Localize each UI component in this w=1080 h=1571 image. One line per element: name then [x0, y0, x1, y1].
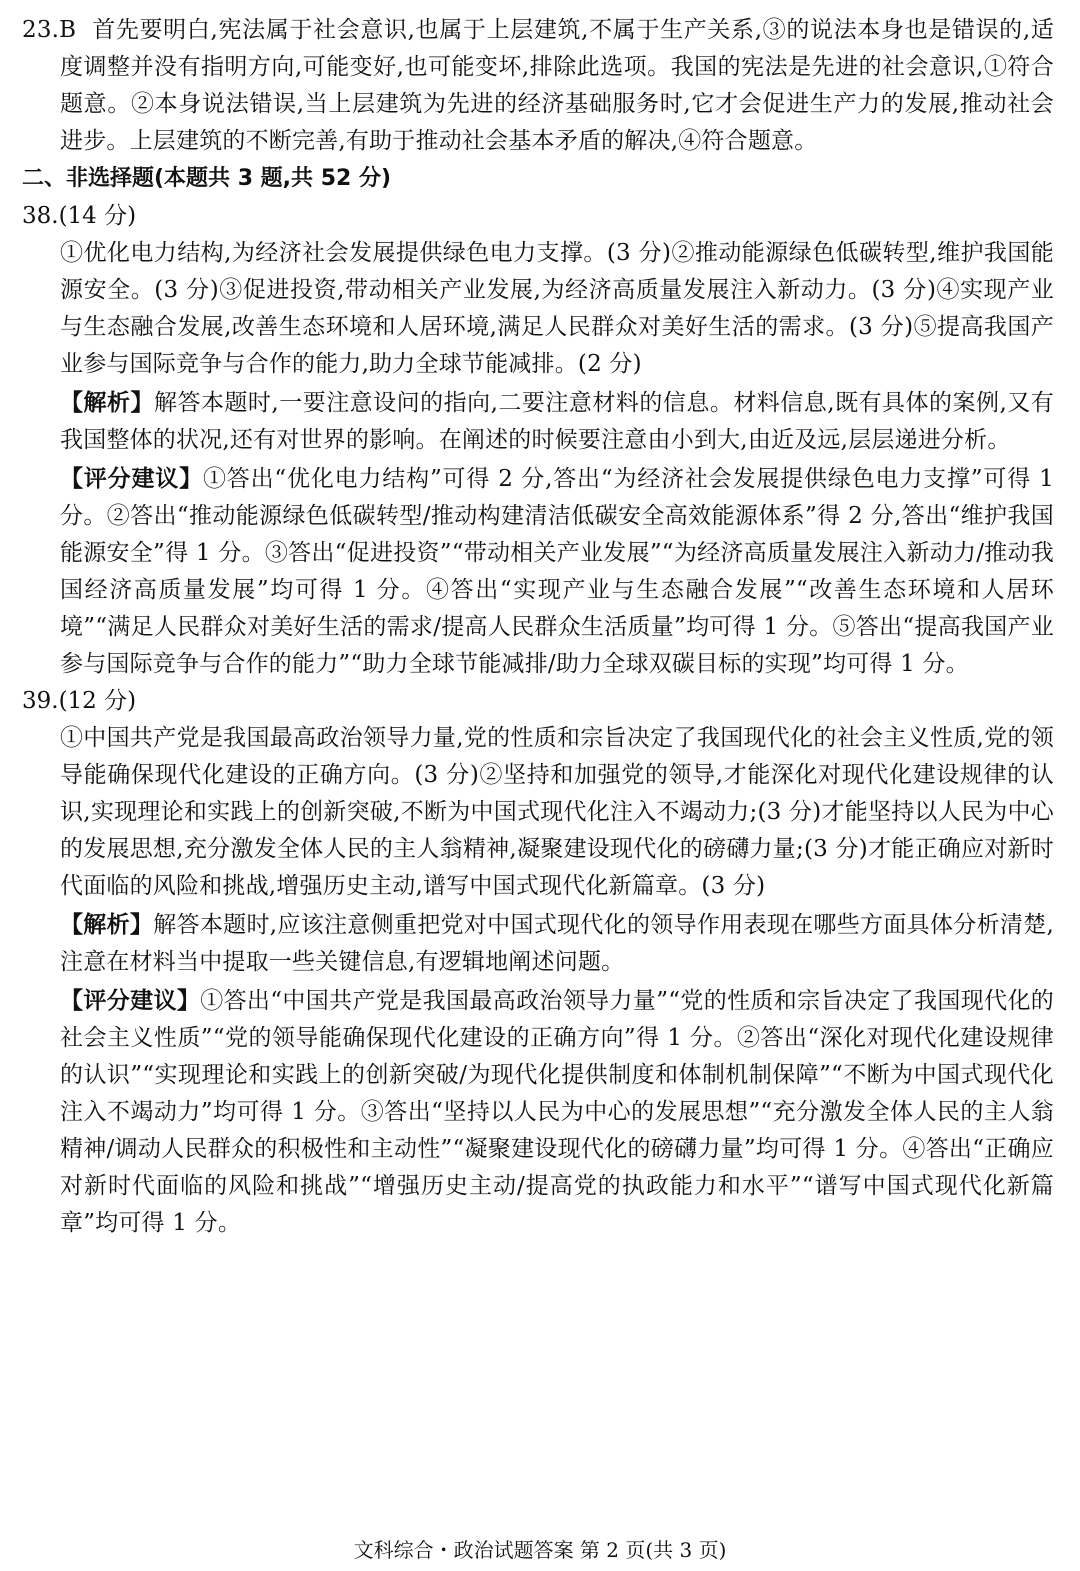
q39-analysis-tag: 【解析】: [60, 912, 154, 938]
q38-analysis-tag: 【解析】: [60, 390, 154, 416]
q39-answer: ①中国共产党是我国最高政治领导力量,党的性质和宗旨决定了我国现代化的社会主义性质,党的领导能确保现代化建设的正确方向。(3 分)②坚持和加强党的领导,才能深化对现代化建设规律的认识,实现理论和实践上的创新突破,不断为中国式现代化注入不竭动力;(3 分)才能坚持以人民为中心的发展思想,充分激发全体人民的主人翁精神,凝聚建设现代化的磅礴力量;(3 分)才能正确应对新时代面临的风险和挑战,增强历史主动,谱写中国式现代化新篇章。(3 分): [60, 725, 1054, 899]
q38-answer: ①优化电力结构,为经济社会发展提供绿色电力支撑。(3 分)②推动能源绿色低碳转型,维护我国能源安全。(3 分)③促进投资,带动相关产业发展,为经济高质量发展注入新动力。(3 分)④实现产业与生态融合发展,改善生态环境和人居环境,满足人民群众对美好生活的需求。(3 分)⑤提高我国产业参与国际竞争与合作的能力,助力全球节能减排。(2 分): [60, 240, 1054, 377]
q38-scoring-tag: 【评分建议】: [60, 466, 203, 492]
q23-text: 首先要明白,宪法属于社会意识,也属于上层建筑,不属于生产关系,③的说法本身也是错误的,适度调整并没有指明方向,可能变好,也可能变坏,排除此选项。我国的宪法是先进的社会意识,①符合题意。②本身说法错误,当上层建筑为先进的经济基础服务时,它才会促进生产力的发展,推动社会进步。上层建筑的不断完善,有助于推动社会基本矛盾的解决,④符合题意。: [60, 17, 1054, 154]
q39-scoring: [22, 983, 1054, 1242]
q23-paragraph: [22, 12, 1054, 160]
page-footer: 文科综合・政治试题答案 第 2 页(共 3 页): [353, 1538, 727, 1562]
q23-number: 23.B: [22, 17, 77, 43]
q38-analysis-text: 解答本题时,一要注意设问的指向,二要注意材料的信息。材料信息,既有具体的案例,又有我国整体的状况,还有对世界的影响。在阐述的时候要注意由小到大,由近及远,层层递进分析。: [60, 390, 1054, 453]
q39-scoring-tag: 【评分建议】: [60, 988, 201, 1014]
q39-analysis-text: 解答本题时,应该注意侧重把党对中国式现代化的领导作用表现在哪些方面具体分析清楚,注意在材料当中提取一些关键信息,有逻辑地阐述问题。: [60, 912, 1054, 975]
section-title: 二、非选择题(本题共 3 题,共 52 分): [22, 166, 392, 191]
q38-head: 38.(14 分): [22, 203, 137, 229]
q38-analysis: [22, 385, 1054, 459]
q38-scoring-text: ①答出“优化电力结构”可得 2 分,答出“为经济社会发展提供绿色电力支撑”可得 1 分。②答出“推动能源绿色低碳转型/推动构建清洁低碳安全高效能源体系”得 2 分,答出“维护我国能源安全”得 1 分。③答出“促进投资”“带动相关产业发展”“为经济高质量发展注入新动力/推动我国经济高质量发展”均可得 1 分。④答出“实现产业与生态融合发展”“改善生态环境和人居环境”“满足人民群众对美好生活的需求/提高人民群众生活质量”均可得 1 分。⑤答出“提高我国产业参与国际竞争与合作的能力”“助力全球节能减排/助力全球双碳目标的实现”均可得 1 分。: [60, 466, 1055, 677]
q39-head: 39.(12 分): [22, 688, 137, 714]
q39-analysis: [22, 907, 1054, 981]
q38-scoring: [22, 461, 1054, 683]
q39-scoring-text: ①答出“中国共产党是我国最高政治领导力量”“党的性质和宗旨决定了我国现代化的社会主义性质”“党的领导能确保现代化建设的正确方向”得 1 分。②答出“深化对现代化建设规律的认识”“实现理论和实践上的创新突破/为现代化提供制度和体制机制保障”“不断为中国式现代化注入不竭动力”均可得 1 分。③答出“坚持以人民为中心的发展思想”“充分激发全体人民的主人翁精神/调动人民群众的积极性和主动性”“凝聚建设现代化的磅礴力量”均可得 1 分。④答出“正确应对新时代面临的风险和挑战”“增强历史主动/提高党的执政能力和水平”“谱写中国式现代化新篇章”均可得 1 分。: [60, 988, 1055, 1236]
